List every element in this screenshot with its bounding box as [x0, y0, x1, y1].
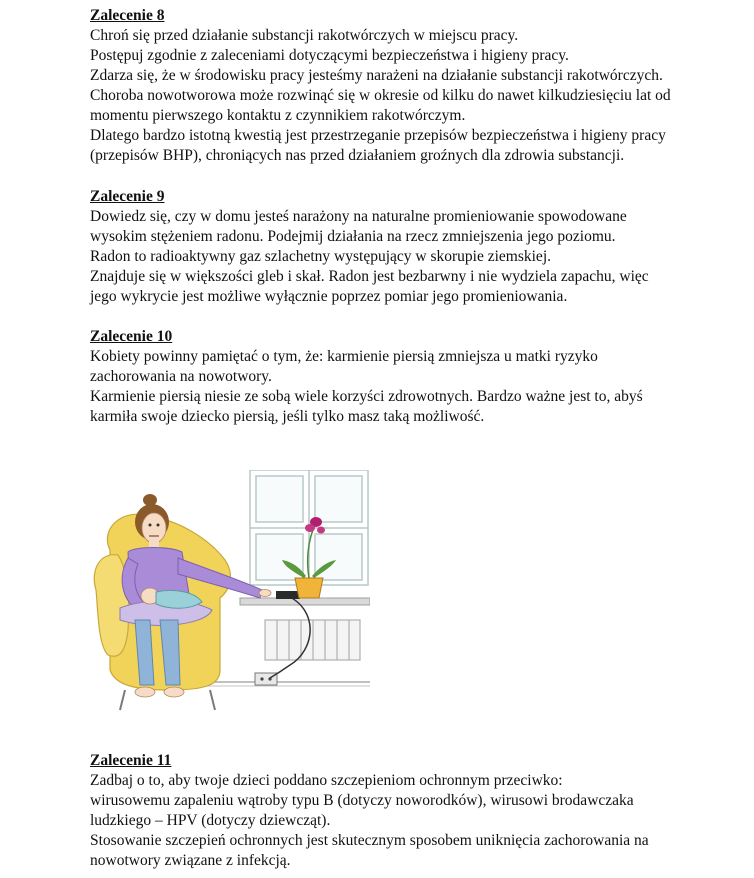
paragraph-line: nowotwory związane z infekcją. — [90, 852, 291, 869]
section-recommendation-11 — [90, 751, 730, 871]
paragraph-line: (przepisów BHP), chroniących nas przed działaniem groźnych dla zdrowia substancji. — [90, 147, 625, 164]
paragraph-line: zachorowania na nowotwory. — [90, 368, 272, 385]
section-recommendation-8 — [90, 6, 730, 166]
radiator-icon — [265, 620, 360, 660]
paragraph-line: Dlatego bardzo istotną kwestią jest przestrzeganie przepisów bezpieczeństwa i higieny pracy — [90, 127, 666, 144]
flower-pot-icon — [295, 578, 323, 598]
paragraph-line: Kobiety powinny pamiętać o tym, że: karmienie piersią zmniejsza u matki ryzyko — [90, 348, 598, 365]
section-recommendation-10 — [90, 327, 730, 427]
illustration-drawing — [90, 470, 370, 730]
section-heading: Zalecenie 8 — [90, 7, 165, 24]
section-recommendation-9 — [90, 187, 730, 307]
section-heading: Zalecenie 11 — [90, 752, 172, 769]
paragraph-line: Radon to radioaktywny gaz szlachetny występujący w skorupie ziemskiej. — [90, 248, 551, 265]
paragraph-line: ludzkiego – HPV (dotyczy dziewcząt). — [90, 812, 331, 829]
paragraph-line: jego wykrycie jest możliwe wyłącznie poprzez pomiar jego promieniowania. — [90, 288, 568, 305]
paragraph-line: Postępuj zgodnie z zaleceniami dotyczącymi bezpieczeństwa i higieny pracy. — [90, 47, 569, 64]
paragraph-line: wirusowemu zapaleniu wątroby typu B (dotyczy noworodków), wirusowi brodawczaka — [90, 792, 634, 809]
paragraph-line: Karmienie piersią niesie ze sobą wiele korzyści zdrowotnych. Bardzo ważne jest to, abyś — [90, 388, 643, 405]
breastfeeding-mother-illustration — [90, 470, 370, 730]
paragraph-line: Znajduje się w większości gleb i skał. Radon jest bezbarwny i nie wydziela zapachu, więc — [90, 268, 649, 285]
paragraph-line: karmiła swoje dziecko piersią, jeśli tylko masz taką możliwość. — [90, 408, 485, 425]
paragraph-line: wysokim stężeniem radonu. Podejmij działania na rzecz zmniejszenia jego poziomu. — [90, 228, 616, 245]
paragraph-line: Dowiedz się, czy w domu jesteś narażony na naturalne promieniowanie spowodowane — [90, 208, 627, 225]
paragraph-line: Chroń się przed działanie substancji rakotwórczych w miejscu pracy. — [90, 27, 519, 44]
window-sill — [240, 598, 370, 605]
section-heading: Zalecenie 9 — [90, 188, 165, 205]
paragraph-line: Zdarza się, że w środowisku pracy jesteśmy narażeni na działanie substancji rakotwórczych. — [90, 67, 663, 84]
detector-device-icon — [276, 591, 300, 599]
paragraph-line: Zadbaj o to, aby twoje dzieci poddano szczepieniom ochronnym przeciwko: — [90, 772, 563, 789]
paragraph-line: Stosowanie szczepień ochronnych jest skutecznym sposobem uniknięcia zachorowania na — [90, 832, 649, 849]
paragraph-line: momentu pierwszego kontaktu z czynnikiem rakotwórczym. — [90, 107, 466, 124]
paragraph-line: Choroba nowotworowa może rozwinąć się w okresie od kilku do nawet kilkudziesięciu lat od — [90, 87, 671, 104]
wall-socket-icon — [255, 673, 277, 685]
section-heading: Zalecenie 10 — [90, 328, 173, 345]
